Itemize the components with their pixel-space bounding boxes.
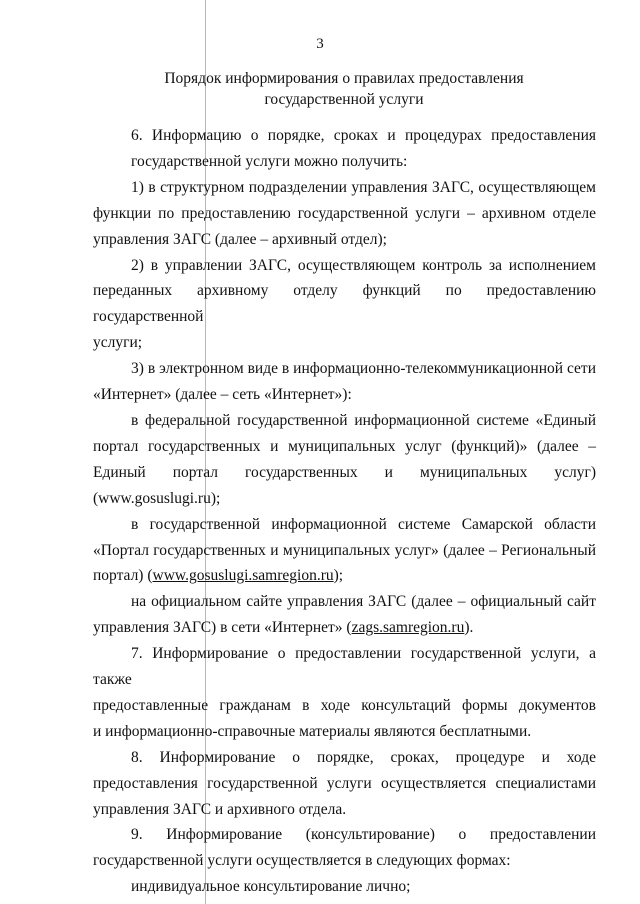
paragraph-9: [93, 822, 596, 874]
paragraph-6-item-3: [93, 356, 596, 408]
regional-portal-link[interactable]: www.gosuslugi.samregion.ru: [152, 567, 334, 585]
text-fragment: управления ЗАГС) в сети «Интернет» (: [93, 619, 352, 637]
text-line: 8. Информирование о порядке, сроках, процедуре и ходе: [131, 748, 596, 766]
text-line: (www.gosuslugi.ru);: [93, 489, 221, 507]
text-fragment: ).: [464, 619, 474, 637]
heading-line: государственной услуги: [264, 91, 424, 108]
text-line: предоставленные гражданам в ходе консультаций формы документов: [93, 696, 596, 714]
text-line: в государственной информационной системе Самарской области: [131, 515, 596, 533]
text-line: 6. Информацию о порядке, сроках и процедурах предоставления: [131, 127, 596, 144]
text-line: «Интернет» (далее – сеть «Интернет»):: [93, 386, 352, 404]
text-fragment: );: [333, 567, 344, 585]
paragraph-regional-portal: [93, 512, 596, 590]
text-line: в федеральной государственной информационной системе «Единый: [131, 411, 596, 429]
page-number: 3: [316, 36, 324, 52]
document-body: [93, 123, 596, 900]
paragraph-7: [93, 641, 596, 745]
paragraph-8: [93, 745, 596, 823]
text-line: управления ЗАГС (далее – архивный отдел);: [93, 230, 387, 248]
text-line: Единый портал государственных и муниципальных услуг): [93, 463, 596, 481]
text-line: управления ЗАГС и архивного отдела.: [93, 800, 347, 818]
text-line: и информационно-справочные материалы являются бесплатными.: [93, 722, 532, 740]
text-line: «Портал государственных и муниципальных услуг» (далее – Региональный: [93, 541, 596, 559]
paragraph-federal-portal: [93, 408, 596, 512]
text-line: [93, 615, 596, 641]
text-line: индивидуальное консультирование лично;: [131, 878, 411, 896]
text-line: услуги;: [93, 334, 143, 352]
paragraph-9-item-1: [93, 874, 596, 900]
text-line: переданных архивному отделу функций по предоставлению государственной: [93, 282, 596, 326]
text-line: [93, 563, 596, 589]
section-heading: [94, 68, 594, 110]
paragraph-official-site: [93, 589, 596, 641]
text-line: государственной услуги можно получить:: [131, 152, 408, 170]
text-line: предоставления государственной услуги осуществляется специалистами: [93, 774, 596, 792]
text-line: функции по предоставлению государственной услуги – архивном отделе: [93, 204, 596, 222]
text-line: 1) в структурном подразделении управления ЗАГС, осуществляющем: [131, 178, 596, 196]
text-line: портал государственных и муниципальных услуг (функций)» (далее –: [93, 437, 596, 455]
text-line: 2) в управлении ЗАГС, осуществляющем контроль за исполнением: [131, 256, 596, 274]
text-line: 9. Информирование (консультирование) о предоставлении: [131, 826, 596, 844]
text-line: 7. Информирование о предоставлении государственной услуги, а также: [93, 645, 596, 689]
paragraph-6-item-2: [93, 253, 596, 357]
paragraph-6-item-1: [93, 175, 596, 253]
text-line: на официальном сайте управления ЗАГС (далее – официальный сайт: [131, 593, 596, 611]
text-line: 3) в электронном виде в информационно-телекоммуникационной сети: [131, 360, 596, 378]
official-site-link[interactable]: zags.samregion.ru: [351, 619, 465, 637]
heading-line: Порядок информирования о правилах предоставления: [164, 70, 524, 87]
text-line: государственной услуги осуществляется в следующих формах:: [93, 852, 511, 870]
paragraph-6: [93, 123, 596, 175]
text-fragment: портал) (: [93, 567, 153, 585]
